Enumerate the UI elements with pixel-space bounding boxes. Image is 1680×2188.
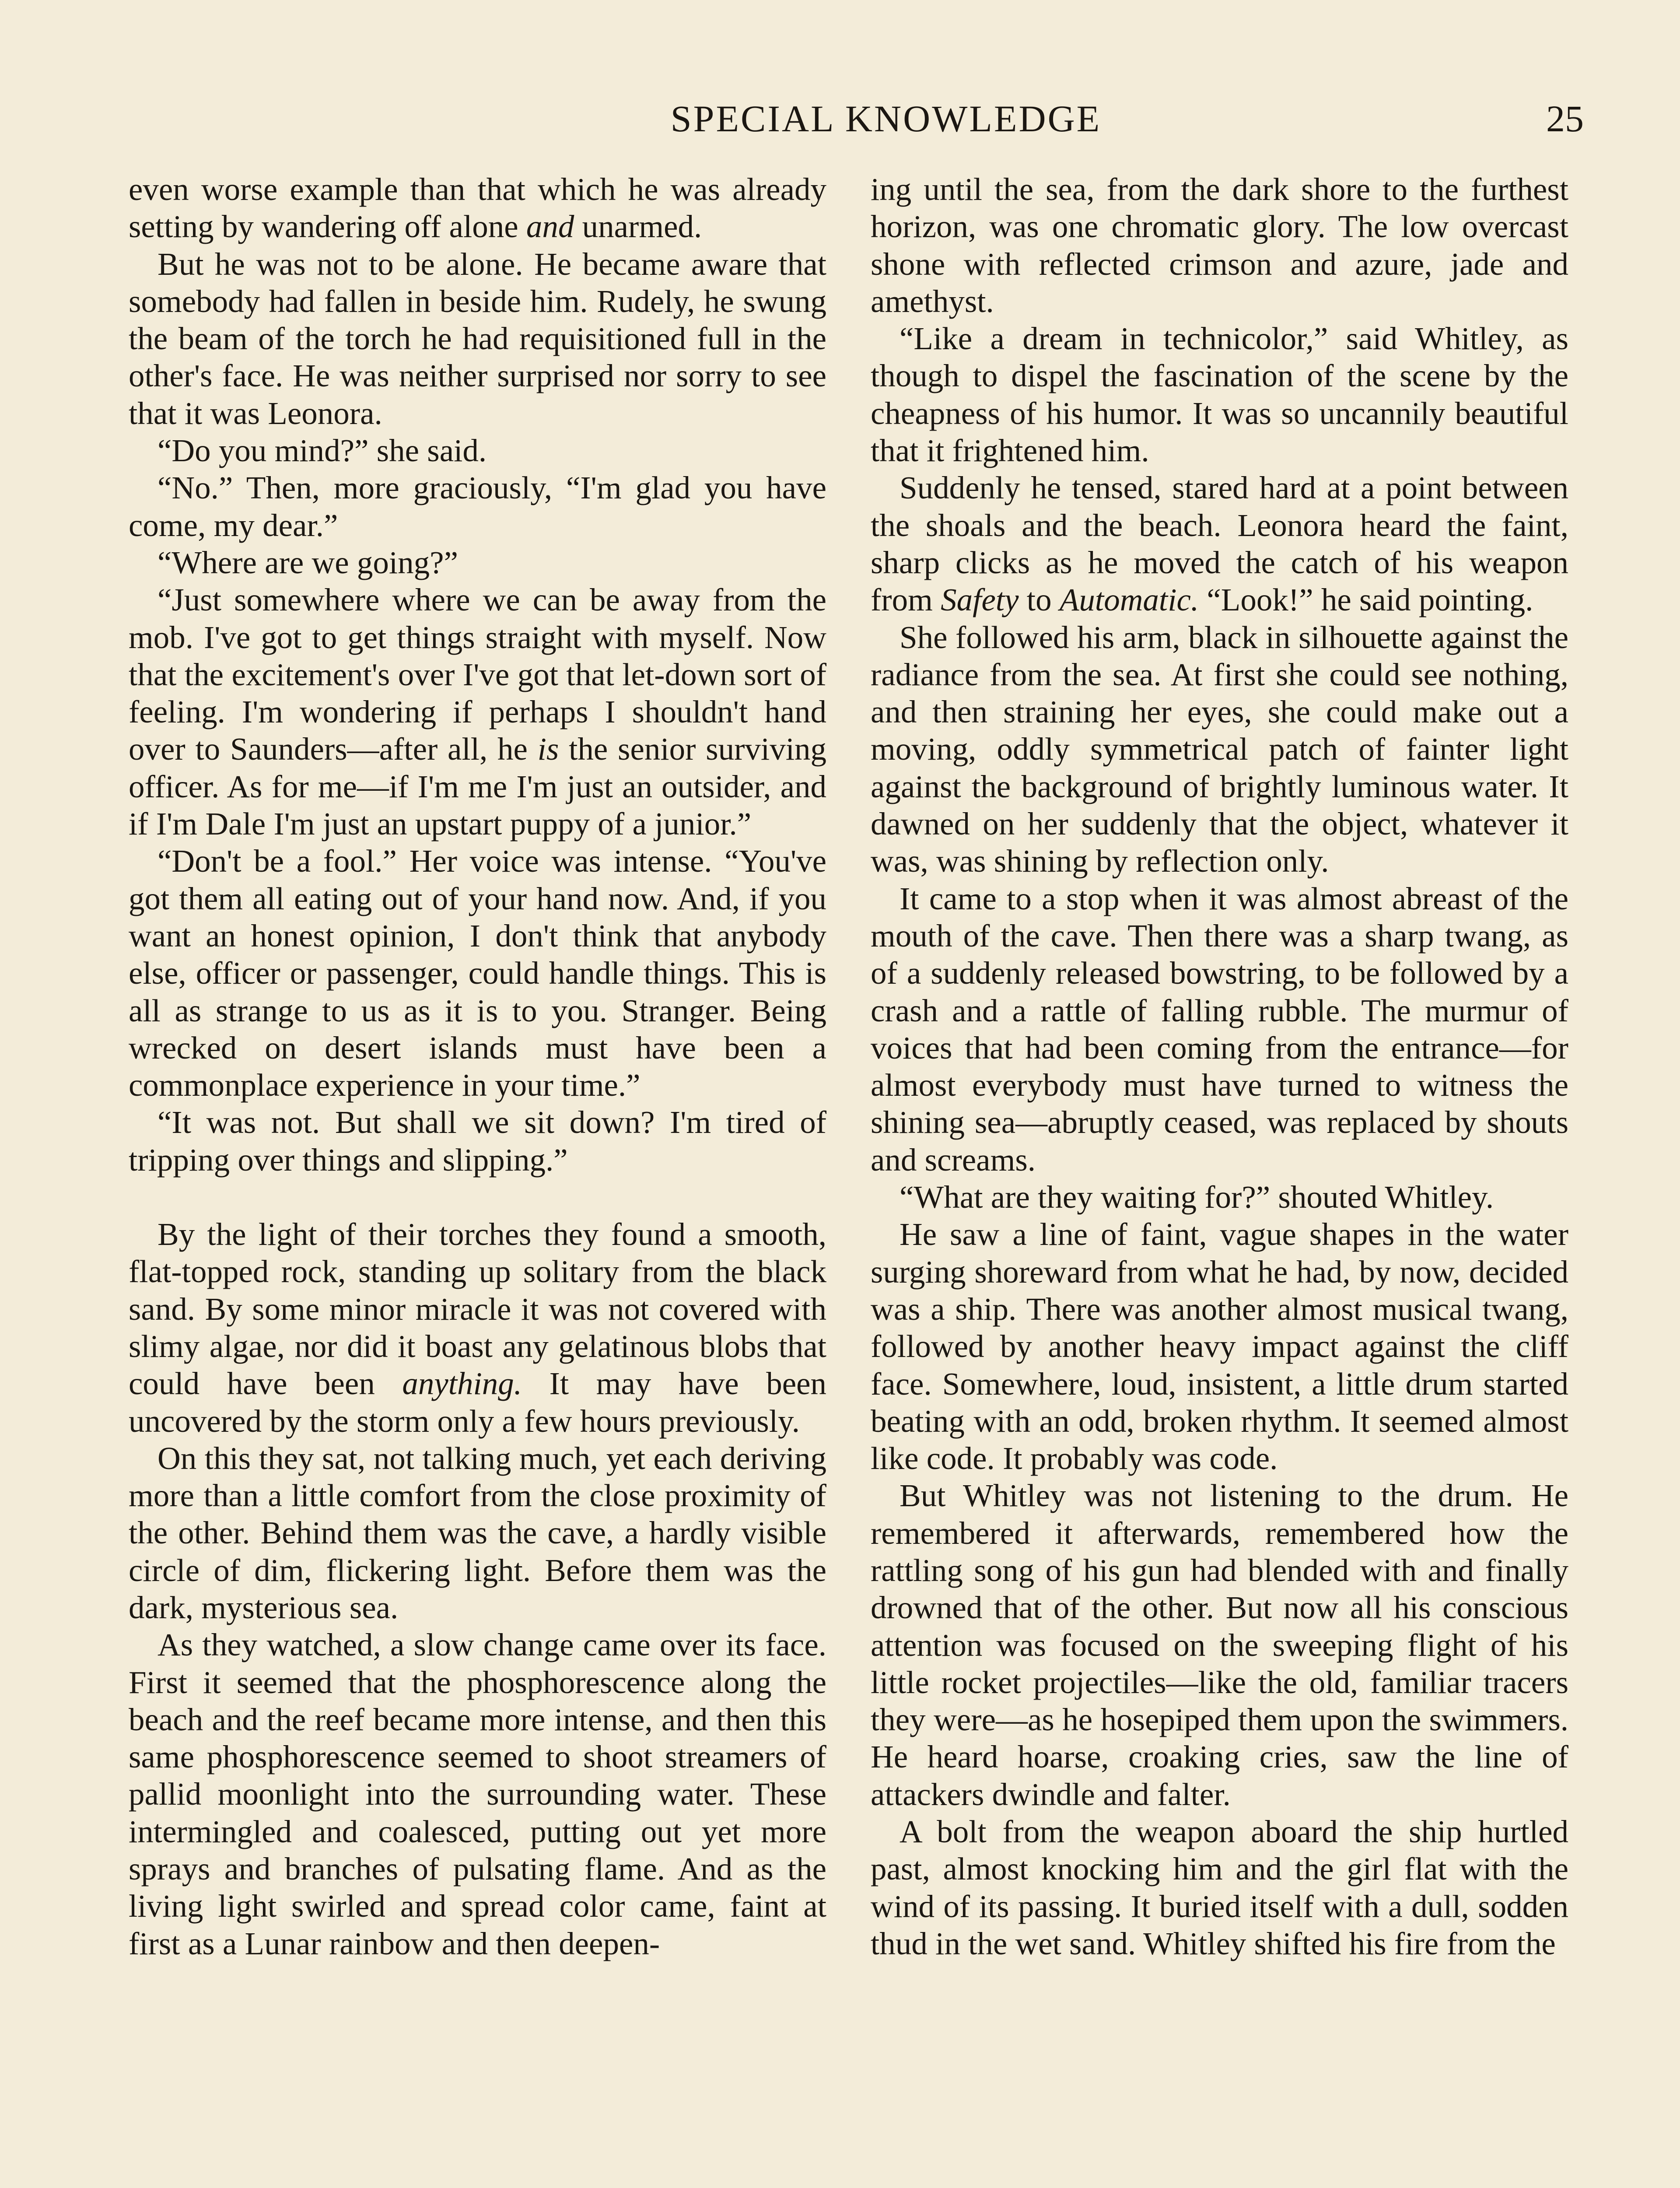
paragraph: By the light of their torches they found a smooth, flat-topped rock, standing up solitary from the black sand. By some minor miracle it was not covered with slimy algae, nor did it boast any gelatinous blobs that could have been anything. It may have been uncovered by the storm only a few hours previously. <box>129 1217 826 1439</box>
running-header: SPECIAL KNOWLEDGE <box>670 98 1102 140</box>
paragraph: ing until the sea, from the dark shore to the furthest horizon, was one chromatic glory. The low overcast shone with reflected crimson and azure, jade and amethyst. <box>871 172 1568 319</box>
paragraph: even worse example than that which he was already setting by wandering off alone and unarmed. <box>129 172 826 245</box>
paragraph: “Don't be a fool.” Her voice was intense. “You've got them all eating out of your hand now. And, if you want an honest opinion, I don't think that anybody else, officer or passenger, could handle things. This is all as strange to us as it is to you. Stranger. Being wrecked on desert islands must have been a commonplace experience in your time.” <box>129 843 826 1103</box>
paragraph: A bolt from the weapon aboard the ship hurtled past, almost knocking him and the girl flat with the wind of its passing. It buried itself with a dull, sodden thud in the wet sand. Whitley shifted his fire from the <box>871 1814 1568 1961</box>
paragraph: As they watched, a slow change came over its face. First it seemed that the phosphorescence along the beach and the reef became more intense, and then this same phosphorescence seemed to shoot streamers of pallid moonlight into the surrounding water. These intermingled and coalesced, putting out yet more sprays and branches of pulsating flame. And as the living light swirled and spread color came, faint at first as a Lunar rainbow and then deepen- <box>129 1627 826 1961</box>
paragraph: But he was not to be alone. He became aware that somebody had fallen in beside him. Rudely, he swung the beam of the torch he had requisitioned full in the other's face. He was neither surprised nor sorry to see that it was Leonora. <box>129 246 826 431</box>
paragraph: “Like a dream in technicolor,” said Whitley, as though to dispel the fascination of the scene by the cheapness of his humor. It was so uncannily beautiful that it frightened him. <box>871 321 1568 469</box>
paragraph: “What are they waiting for?” shouted Whitley. <box>900 1179 1494 1215</box>
paragraph: “Just somewhere where we can be away from the mob. I've got to get things straight with myself. Now that the excitement's over I've got that let-down sort of feeling. I'm wondering if perhaps I shouldn't hand over to Saunders—after all, he is the senior surviving officer. As for me—if I'm me I'm just an outsider, and if I'm Dale I'm just an upstart puppy of a junior.” <box>129 582 826 842</box>
left-text-column <box>129 171 826 1962</box>
paragraph: On this they sat, not talking much, yet each deriving more than a little comfort from the close proximity of the other. Behind them was the cave, a hardly visible circle of dim, flickering light. Before them was the dark, mysterious sea. <box>129 1440 826 1625</box>
paragraph: Suddenly he tensed, stared hard at a point between the shoals and the beach. Leonora heard the faint, sharp clicks as he moved the catch of his weapon from Safety to Automatic. “Look!” he said pointing. <box>871 470 1568 618</box>
paragraph: He saw a line of faint, vague shapes in the water surging shoreward from what he had, by now, decided was a ship. There was another almost musical twang, followed by another heavy impact against the cliff face. Somewhere, loud, insistent, a little drum started beating with an odd, broken rhythm. It seemed almost like code. It probably was code. <box>871 1217 1568 1476</box>
page-number: 25 <box>1546 98 1584 140</box>
paragraph: “Where are we going?” <box>158 544 458 580</box>
paragraph: “No.” Then, more graciously, “I'm glad you have come, my dear.” <box>129 470 826 543</box>
paragraph: She followed his arm, black in silhouette against the radiance from the sea. At first she could see nothing, and then straining her eyes, she could make out a moving, oddly symmetrical patch of fainter light against the background of brightly luminous water. It dawned on her suddenly that the object, whatever it was, was shining by reflection only. <box>871 619 1568 879</box>
paragraph: It came to a stop when it was almost abreast of the mouth of the cave. Then there was a sharp twang, as of a suddenly released bowstring, to be followed by a crash and a rattle of falling rubble. The murmur of voices that had been coming from the entrance—for almost everybody must have turned to witness the shining sea—abruptly ceased, was replaced by shouts and screams. <box>871 880 1568 1178</box>
paragraph: “Do you mind?” she said. <box>158 433 487 469</box>
paragraph: But Whitley was not listening to the drum. He remembered it afterwards, remembered how the rattling song of his gun had blended with and finally drowned that of the other. But now all his conscious attention was focused on the sweeping flight of his little rocket projectiles—like the old, familiar tracers they were—as he hosepiped them upon the swimmers. He heard hoarse, croaking cries, saw the line of attackers dwindle and falter. <box>871 1478 1568 1812</box>
right-text-column <box>871 171 1568 1962</box>
paragraph: “It was not. But shall we sit down? I'm tired of tripping over things and slipping.” <box>129 1105 826 1178</box>
